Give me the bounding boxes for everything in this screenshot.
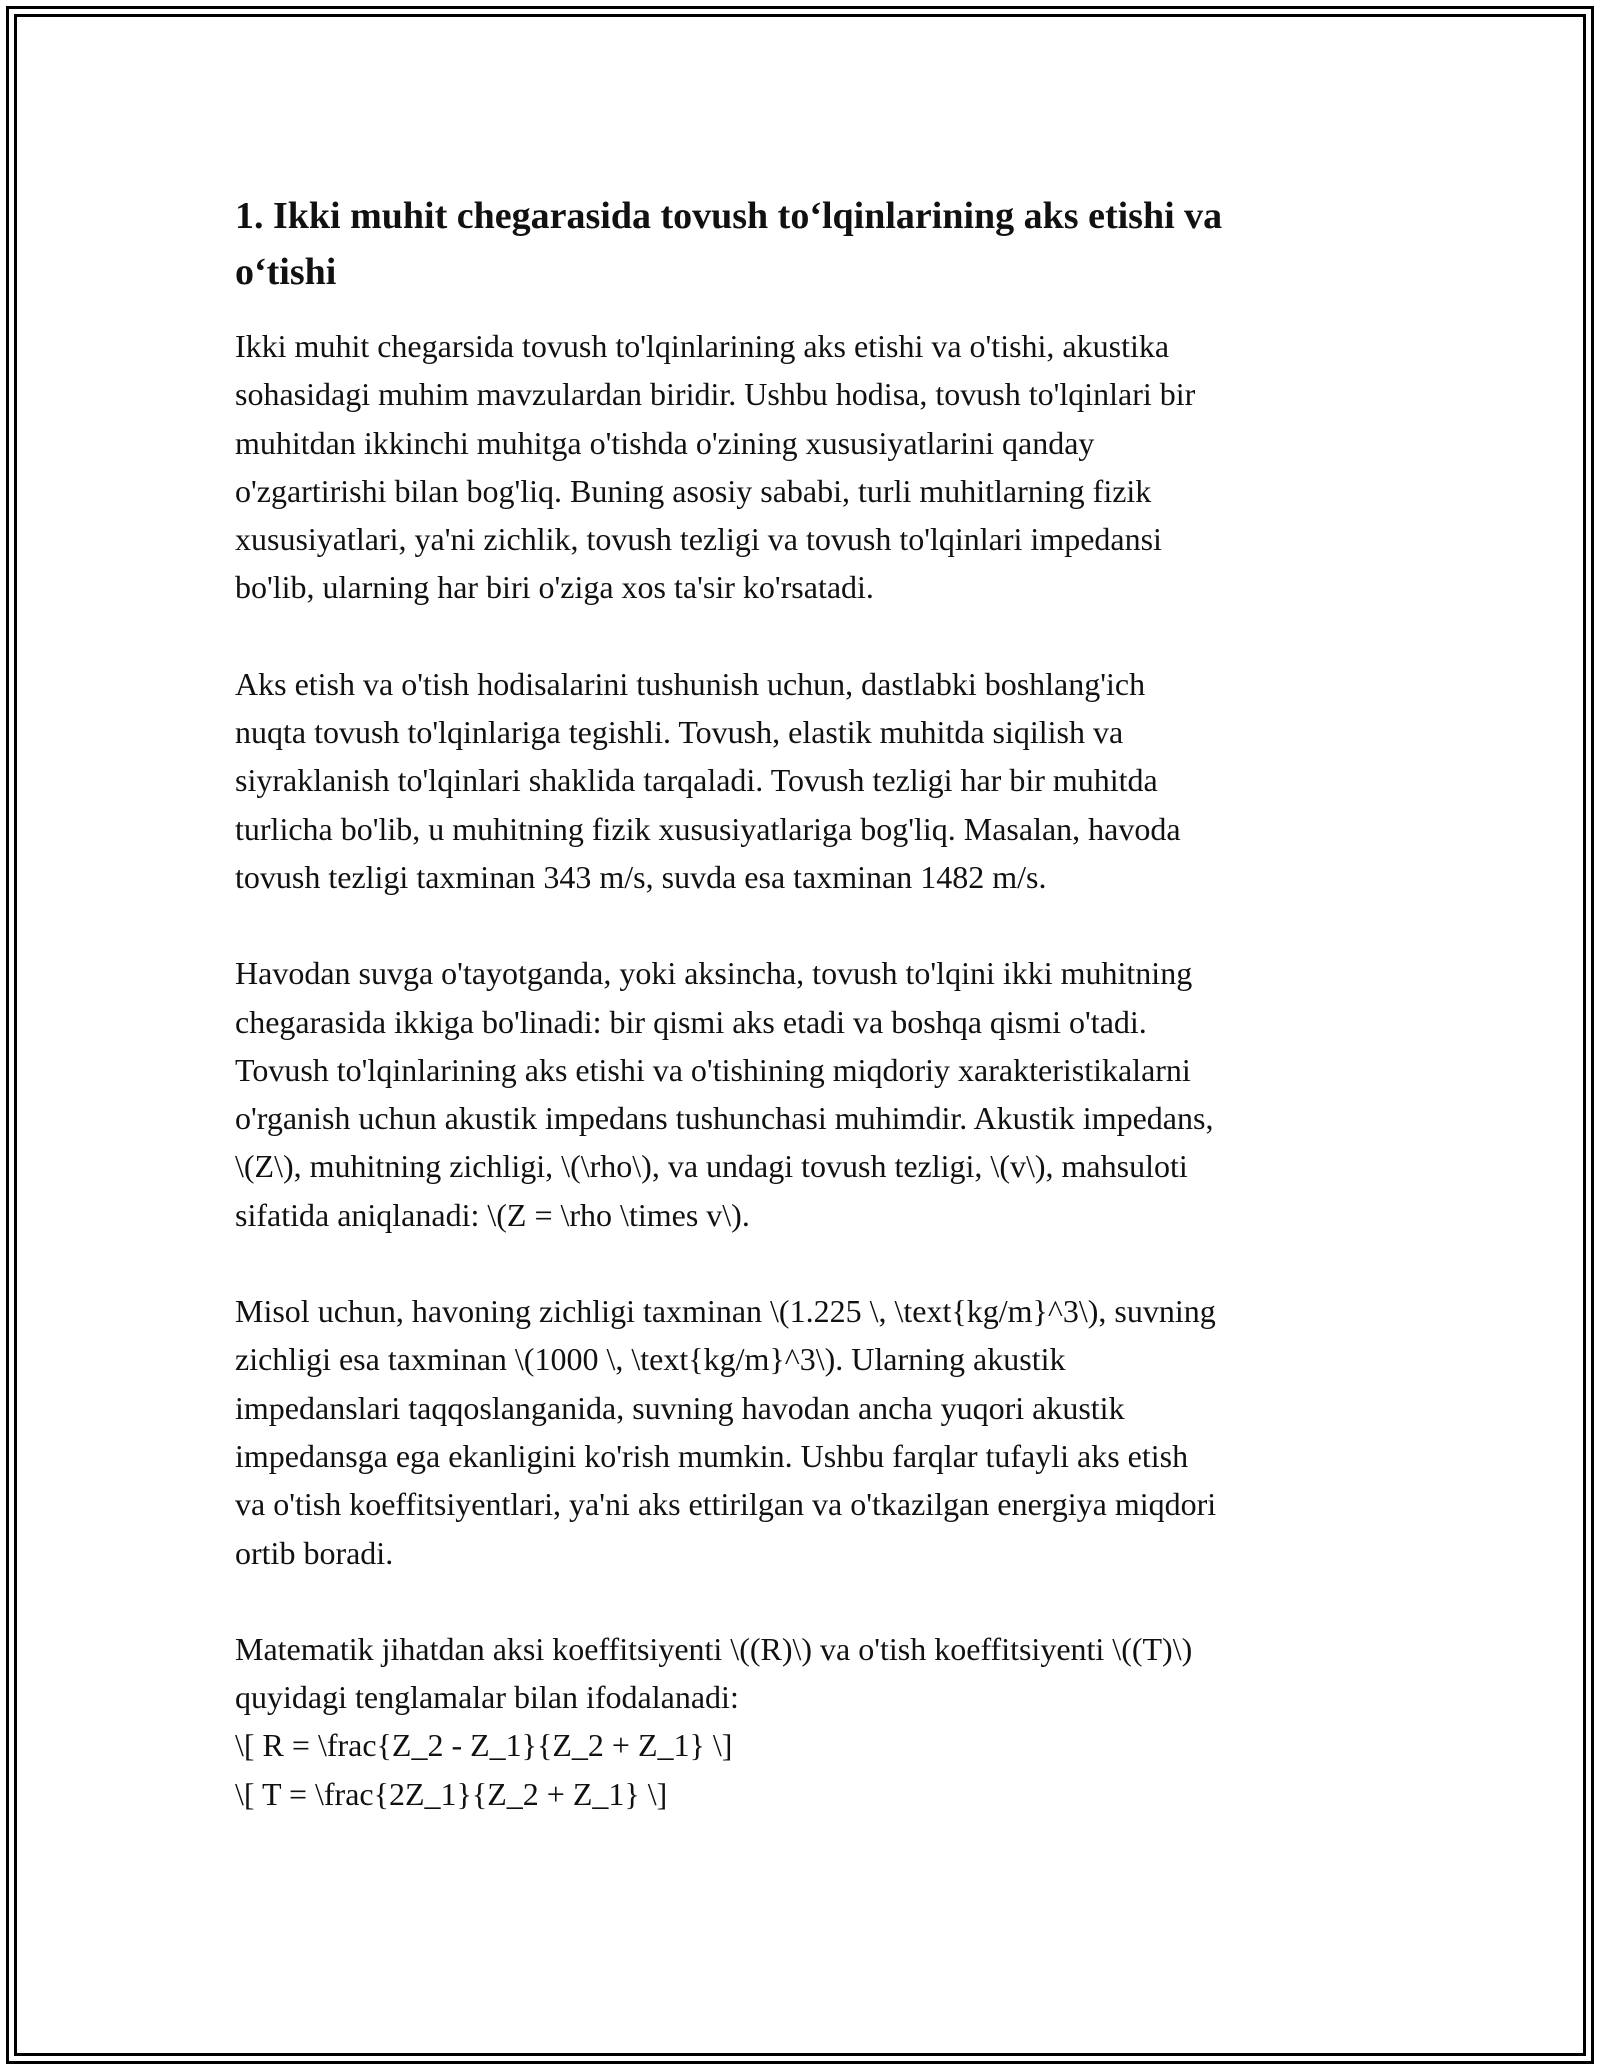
paragraph-line: nuqta tovush to'lqinlariga tegishli. Tovush, elastik muhitda siqilish va	[235, 714, 1124, 751]
paragraph-4	[235, 1287, 1370, 1577]
paragraph-line: Misol uchun, havoning zichligi taxminan \(1.225 \, \text{kg/m}^3\), suvning	[235, 1293, 1216, 1330]
equation-r: \[ R = \frac{Z_2 - Z_1}{Z_2 + Z_1} \]	[235, 1727, 733, 1764]
heading-line: o‘tishi	[235, 251, 337, 293]
heading-line: 1. Ikki muhit chegarasida tovush to‘lqinlarining aks etishi va	[235, 195, 1223, 237]
paragraph-line: siyraklanish to'lqinlari shaklida tarqaladi. Tovush tezligi har bir muhitda	[235, 762, 1158, 799]
paragraph-line: tovush tezligi taxminan 343 m/s, suvda esa taxminan 1482 m/s.	[235, 858, 1047, 895]
paragraph-line: Ikki muhit chegarsida tovush to'lqinlarining aks etishi va o'tishi, akustika	[235, 328, 1170, 364]
document-body	[235, 188, 1370, 1866]
paragraph-line: sohasidagi muhim mavzulardan biridir. Ushbu hodisa, tovush to'lqinlari bir	[235, 376, 1196, 413]
paragraph-line: Havodan suvga o'tayotganda, yoki aksincha, tovush to'lqini ikki muhitning	[235, 955, 1193, 992]
paragraph-3	[235, 949, 1370, 1239]
paragraph-line: \(Z\), muhitning zichligi, \(\rho\), va undagi tovush tezligi, \(v\), mahsuloti	[235, 1148, 1188, 1185]
paragraph-5	[235, 1625, 1370, 1818]
paragraph-line: muhitdan ikkinchi muhitga o'tishda o'zining xususiyatlarini qanday	[235, 424, 1095, 461]
paragraph-line: Matematik jihatdan aksi koeffitsiyenti \((R)\) va o'tish koeffitsiyenti \((T)\)	[235, 1630, 1193, 1667]
paragraph-line: ortib boradi.	[235, 1534, 394, 1571]
paragraph-line: Aks etish va o'tish hodisalarini tushunish uchun, dastlabki boshlang'ich	[235, 665, 1146, 702]
paragraph-line: xususiyatlari, ya'ni zichlik, tovush tezligi va tovush to'lqinlari impedansi	[235, 521, 1162, 558]
paragraph-line: chegarasida ikkiga bo'linadi: bir qismi aks etadi va boshqa qismi o'tadi.	[235, 1003, 1147, 1040]
paragraph-line: sifatida aniqlanadi: \(Z = \rho \times v\).	[235, 1196, 750, 1233]
paragraph-line: quyidagi tenglamalar bilan ifodalanadi:	[235, 1679, 739, 1716]
paragraph-line: impedanslari taqqoslanganida, suvning havodan ancha yuqori akustik	[235, 1389, 1125, 1426]
paragraph-line: zichligi esa taxminan \(1000 \, \text{kg/m}^3\). Ularning akustik	[235, 1341, 1066, 1378]
paragraph-2	[235, 660, 1370, 901]
paragraph-line: turlicha bo'lib, u muhitning fizik xususiyatlariga bog'liq. Masalan, havoda	[235, 810, 1181, 847]
paragraph-1	[235, 322, 1370, 612]
paragraph-line: o'rganish uchun akustik impedans tushunchasi muhimdir. Akustik impedans,	[235, 1100, 1214, 1137]
paragraph-line: o'zgartirishi bilan bog'liq. Buning asosiy sababi, turli muhitlarning fizik	[235, 472, 1152, 509]
paragraph-line: va o'tish koeffitsiyentlari, ya'ni aks ettirilgan va o'tkazilgan energiya miqdori	[235, 1486, 1217, 1523]
section-heading	[235, 188, 1370, 300]
paragraph-line: bo'lib, ularning har biri o'ziga xos ta'sir ko'rsatadi.	[235, 569, 874, 606]
paragraph-line: impedansga ega ekanligini ko'rish mumkin. Ushbu farqlar tufayli aks etish	[235, 1437, 1189, 1474]
paragraph-line: Tovush to'lqinlarining aks etishi va o'tishining miqdoriy xarakteristikalarni	[235, 1051, 1191, 1088]
equation-t: \[ T = \frac{2Z_1}{Z_2 + Z_1} \]	[235, 1775, 668, 1812]
